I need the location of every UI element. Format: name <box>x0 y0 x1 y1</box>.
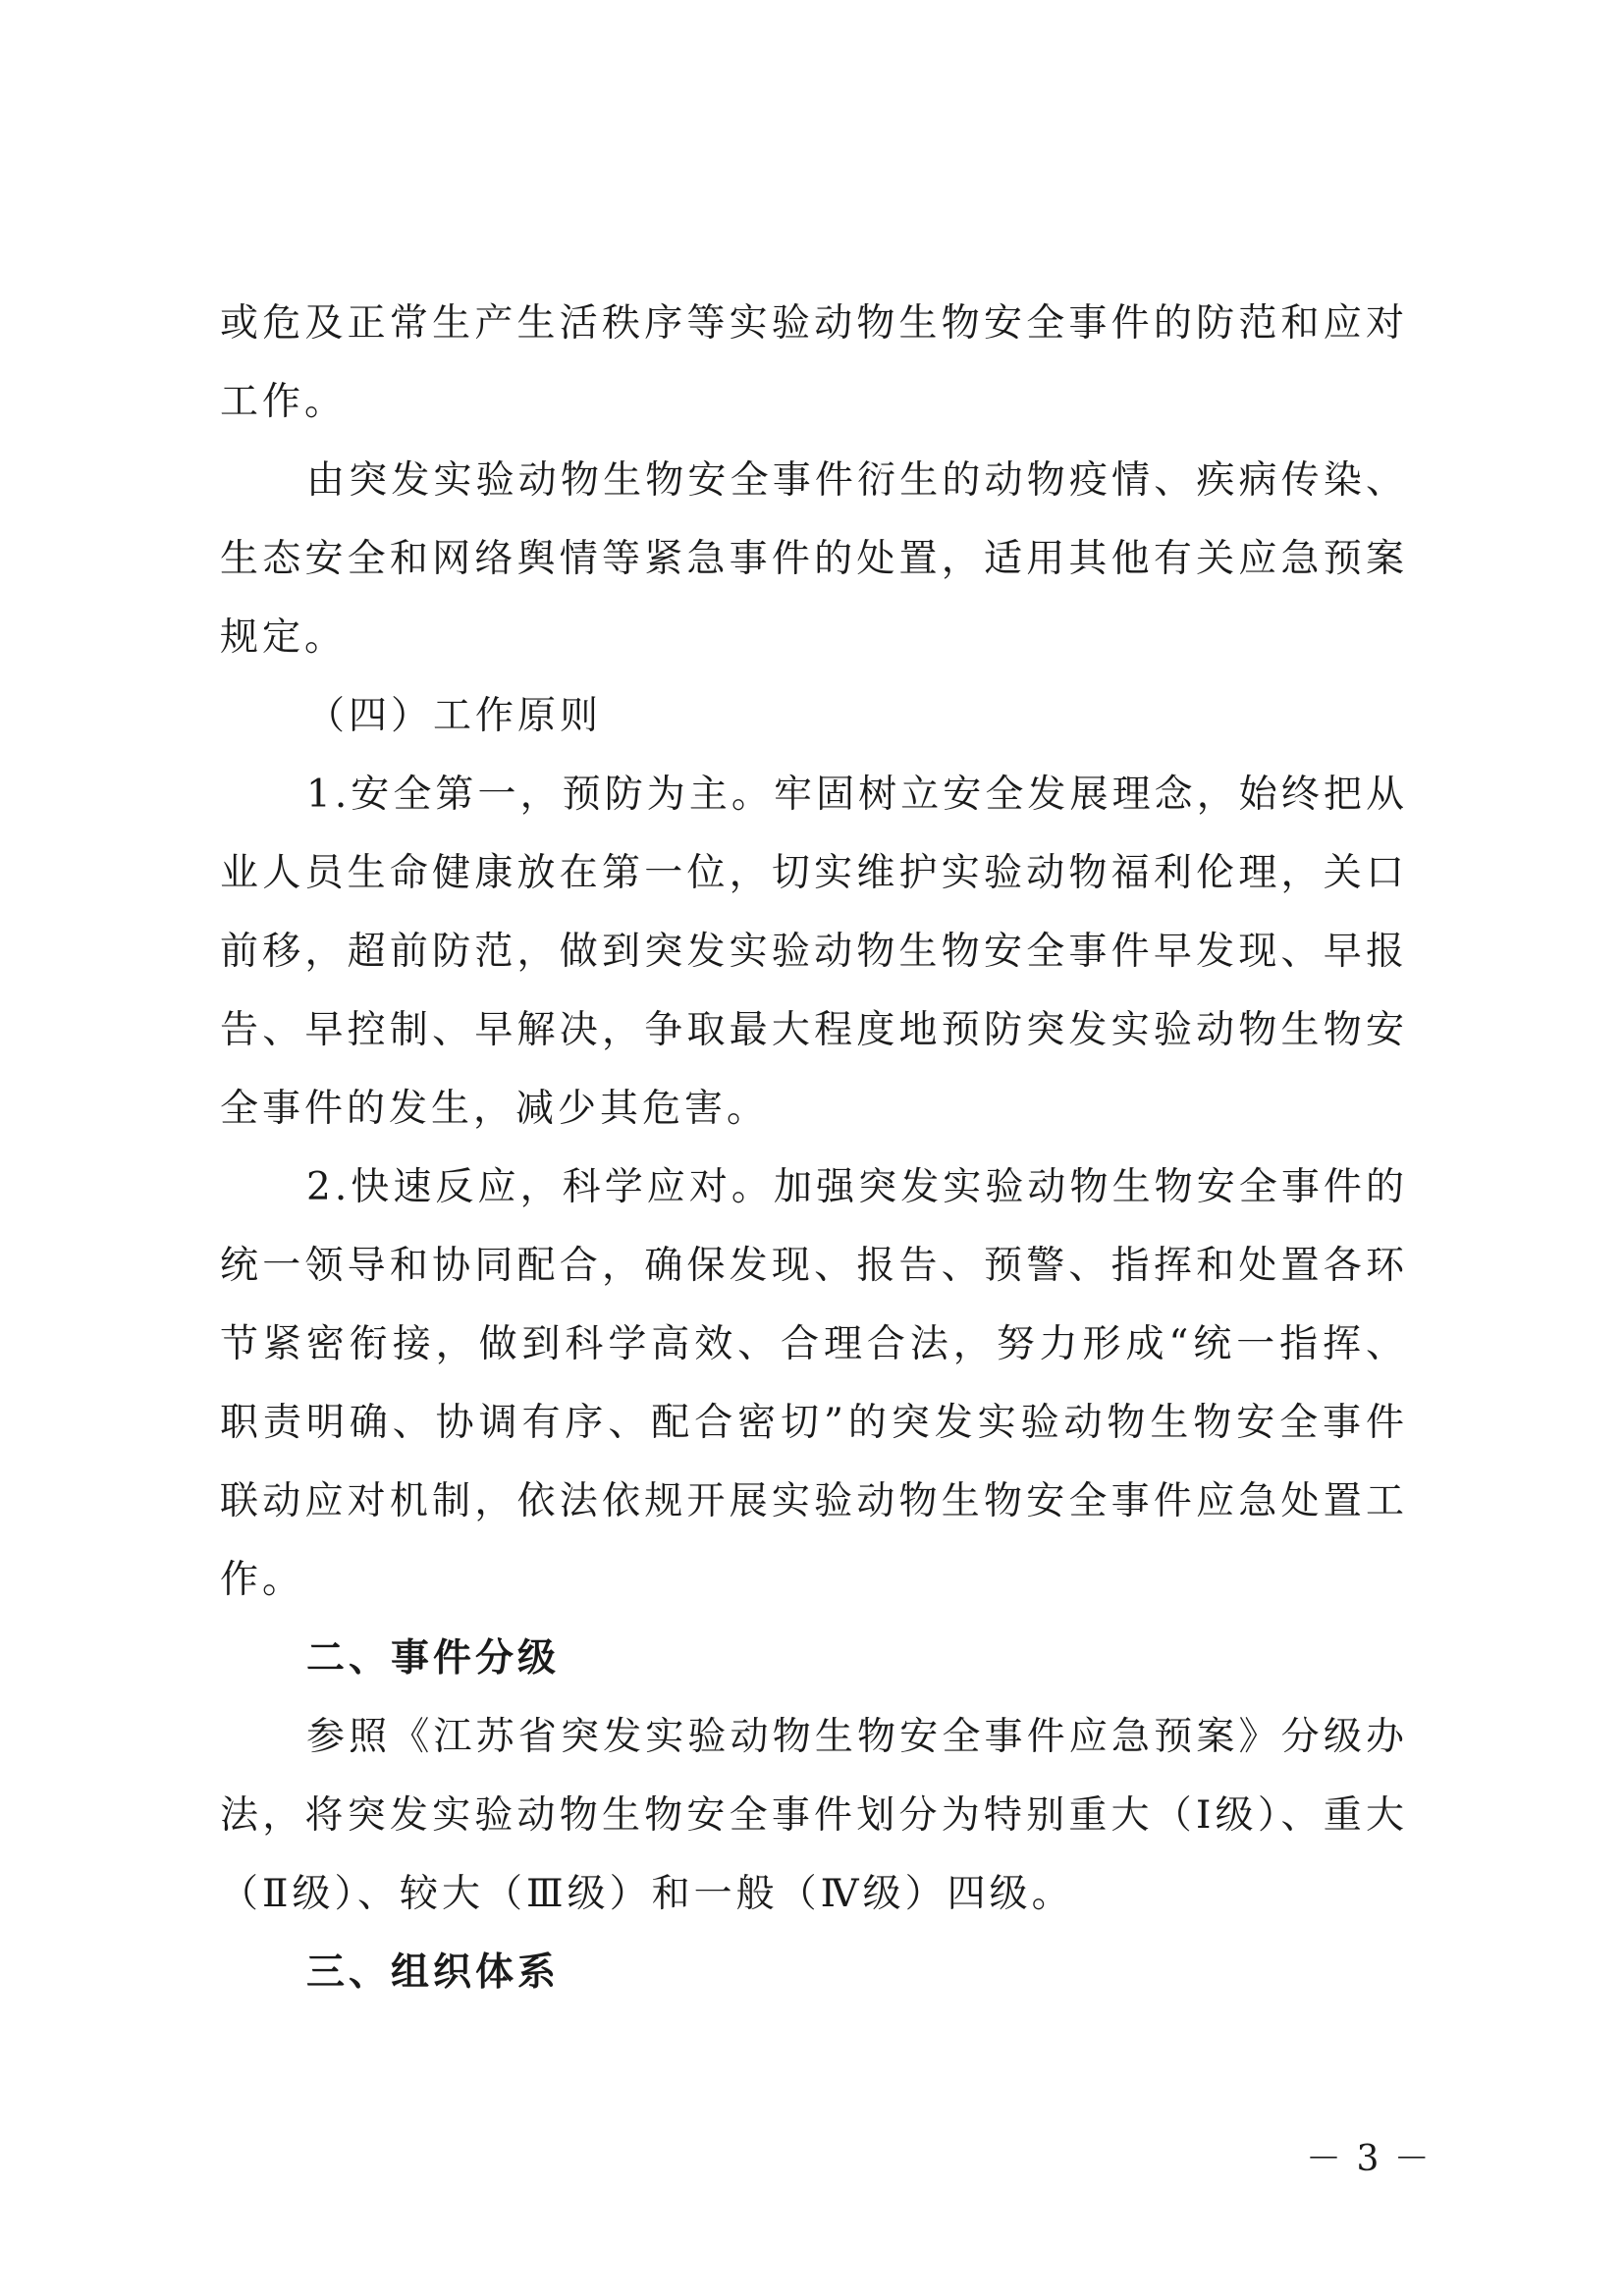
paragraph-principle-1: 1.安全第一，预防为主。牢固树立安全发展理念，始终把从业人员生命健康放在第一位，切实维护实验动物福利伦理，关口前移，超前防范，做到突发实验动物生物安全事件早发现、早报告、早控制、早解决，争取最大程度地预防突发实验动物生物安全事件的发生，减少其危害。 <box>220 773 1408 1131</box>
paragraph-event-classification: 参照《江苏省突发实验动物生物安全事件应急预案》分级办法，将突发实验动物生物安全事件划分为特别重大（Ⅰ级）、重大（Ⅱ级）、较大（Ⅲ级）和一般（Ⅳ级）四级。 <box>220 1715 1408 1916</box>
paragraph-scope-continued: 或危及正常生产生活秩序等实验动物生物安全事件的防范和应对工作。 <box>220 301 1408 424</box>
paragraph-derived-events: 由突发实验动物生物安全事件衍生的动物疫情、疾病传染、生态安全和网络舆情等紧急事件的处置，适用其他有关应急预案规定。 <box>220 458 1408 660</box>
heading-event-classification: 二、事件分级 <box>306 1636 561 1681</box>
page-number: － 3 － <box>1306 2139 1432 2179</box>
heading-organization-system: 三、组织体系 <box>306 1950 561 1995</box>
subheading-work-principles: （四）工作原则 <box>306 694 603 738</box>
paragraph-principle-2: 2.快速反应，科学应对。加强突发实验动物生物安全事件的统一领导和协同配合，确保发现、报告、预警、指挥和处置各环节紧密衔接，做到科学高效、合理合法，努力形成“统一指挥、职责明确、协调有序、配合密切”的突发实验动物生物安全事件联动应对机制，依法依规开展实验动物生物安全事件应急处置工作。 <box>220 1165 1408 1602</box>
document-body <box>220 285 1408 2012</box>
